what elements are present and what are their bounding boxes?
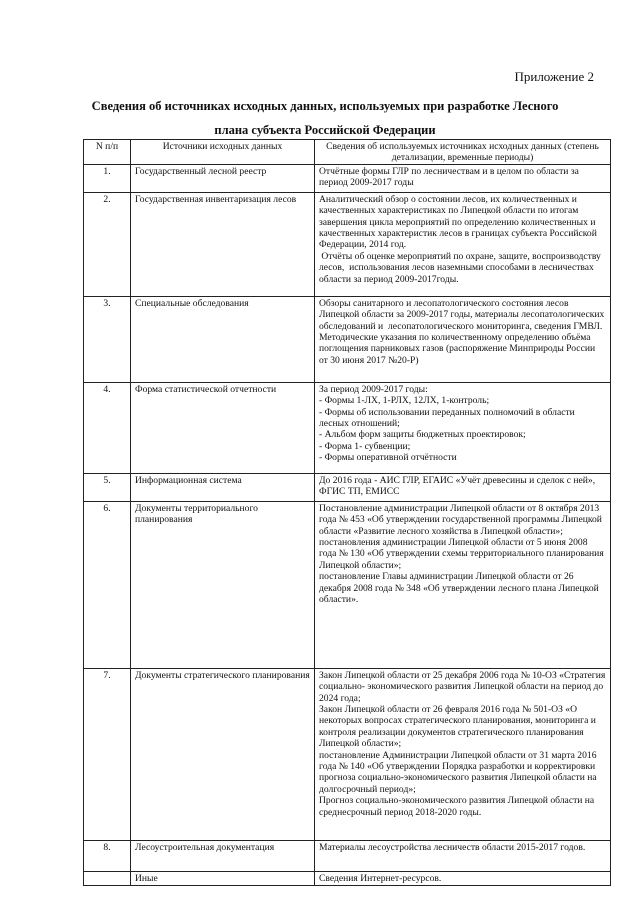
info-paragraph: постановления администрации Липецкой области от 5 июня 2008 года № 130 «Об утверждении схемы территориального планирования Липецкой области»; — [319, 537, 607, 571]
info-paragraph: Закон Липецкой области от 25 декабря 2006 года № 10-ОЗ «Стратегия социально- экономического развития Липецкой области на период до 2024 года; — [319, 669, 608, 704]
info-paragraph: До 2016 года - АИС ГЛР, ЕГАИС «Учёт древесины и сделок с ней», ФГИС ТП, ЕМИСС — [319, 474, 598, 498]
info-paragraph: Прогноз социально-экономического развития Липецкой области на среднесрочный период 2018-2020 годы. — [319, 795, 597, 818]
info-paragraph: Постановление администрации Липецкой области от 8 октября 2013 года № 453 «Об утверждении государственной программы Липецкой области «Развитие лесного хозяйства в Липецкой области»; — [319, 502, 605, 537]
row-info — [315, 871, 611, 885]
row-source: Государственный лесной реестр — [131, 164, 315, 192]
info-paragraph: Обзоры санитарного и лесопатологического состояния лесов Липецкой области за 2009-2017 годы, материалы лесопатологических обследований и лесопатологического мониторинга, сведения ГМВЛ. — [319, 297, 607, 332]
info-paragraph: - Формы оперативной отчётности — [319, 452, 457, 464]
row-info — [315, 296, 611, 382]
row-number: 4. — [84, 382, 131, 473]
title-line-2: плана субъекта Российской Федерации — [214, 123, 436, 137]
table-row — [84, 501, 611, 668]
document-title — [60, 94, 590, 142]
row-number: 2. — [84, 192, 131, 296]
info-paragraph: Аналитический обзор о состоянии лесов, их количественных и качественных характеристиках по Липецкой области по итогам завершения цикла мероприятий по определению количественных и качественных характеристик лесов в границах субъекта Российской Федерации, 2014 год. — [319, 193, 600, 251]
row-info — [315, 192, 611, 296]
row-number: 1. — [84, 164, 131, 192]
table-row — [84, 382, 611, 473]
table-row — [84, 164, 611, 192]
row-number: 8. — [84, 840, 131, 871]
table-row — [84, 840, 611, 871]
info-paragraph: Закон Липецкой области от 26 февраля 2016 года № 501-ОЗ «О некоторых вопросах стратегического планирования, мониторинга и контроля реализации документов стратегического планирования Липецкой области»; — [319, 704, 599, 750]
info-paragraph: - Форма 1- субвенции; — [319, 440, 411, 452]
header-source: Источники исходных данных — [131, 140, 315, 165]
info-paragraph: постановление Главы администрации Липецкой области от 26 декабря 2008 года № 348 «Об утверждении лесного плана Липецкой области». — [319, 571, 602, 606]
row-info — [315, 473, 611, 501]
table-row — [84, 668, 611, 840]
row-info — [315, 501, 611, 668]
appendix-label: Приложение 2 — [514, 69, 594, 84]
table-header-row — [84, 140, 611, 165]
row-source: Государственная инвентаризация лесов — [131, 192, 315, 296]
table-row — [84, 192, 611, 296]
header-info: Сведения об используемых источниках исходных данных (степень детализации, временные периоды) — [315, 140, 611, 165]
header-num: N п/п — [84, 140, 131, 165]
table-row — [84, 871, 611, 885]
table-row — [84, 473, 611, 501]
info-paragraph: Сведения Интернет-ресурсов. — [319, 872, 442, 884]
row-source: Информационная система — [131, 473, 315, 501]
row-number — [84, 871, 131, 885]
row-info — [315, 164, 611, 192]
info-paragraph: - Альбом форм защиты бюджетных проектировок; — [319, 429, 526, 441]
row-source: Иные — [131, 871, 315, 885]
row-source: Лесоустроительная документация — [131, 840, 315, 871]
info-paragraph: - Формы об использовании переданных полномочий в области лесных отношений; — [319, 406, 578, 430]
table-row — [84, 296, 611, 382]
row-source: Форма статистической отчетности — [131, 382, 315, 473]
sources-table — [83, 139, 611, 886]
info-paragraph: Методические указания по количественному определению объёма поглощения парниковых газов (распоряжение Минприроды России от 30 июня 2017 №20-Р) — [319, 332, 598, 366]
row-number: 7. — [84, 668, 131, 840]
row-number: 6. — [84, 501, 131, 668]
row-number: 5. — [84, 473, 131, 501]
row-info — [315, 840, 611, 871]
info-paragraph: - Формы 1-ЛХ, 1-РЛХ, 12ЛХ, 1-контроль; — [319, 395, 490, 407]
info-paragraph: Материалы лесоустройства лесничеств области 2015-2017 годов. — [319, 841, 586, 853]
info-paragraph: За период 2009-2017 годы: — [319, 383, 428, 395]
info-paragraph: Отчёты об оценке мероприятий по охране, защите, воспроизводству лесов, использования лесов наземными способами в лесничествах области за период 2009-2017годы. — [319, 250, 604, 285]
info-paragraph: Отчётные формы ГЛР по лесничествам и в целом по области за период 2009-2017 годы — [319, 165, 582, 189]
row-number: 3. — [84, 296, 131, 382]
row-info — [315, 668, 611, 840]
row-source: Специальные обследования — [131, 296, 315, 382]
row-info — [315, 382, 611, 473]
row-source: Документы стратегического планирования — [131, 668, 315, 840]
title-line-1: Сведения об источниках исходных данных, используемых при разработке Лесного — [91, 99, 559, 113]
info-paragraph: постановление Администрации Липецкой области от 31 марта 2016 года № 140 «Об утверждении Порядка разработки и корректировки прогноза социально-экономического развития Липецкой области на долгосрочный период»; — [319, 749, 600, 795]
row-source: Документы территориального планирования — [131, 501, 315, 668]
